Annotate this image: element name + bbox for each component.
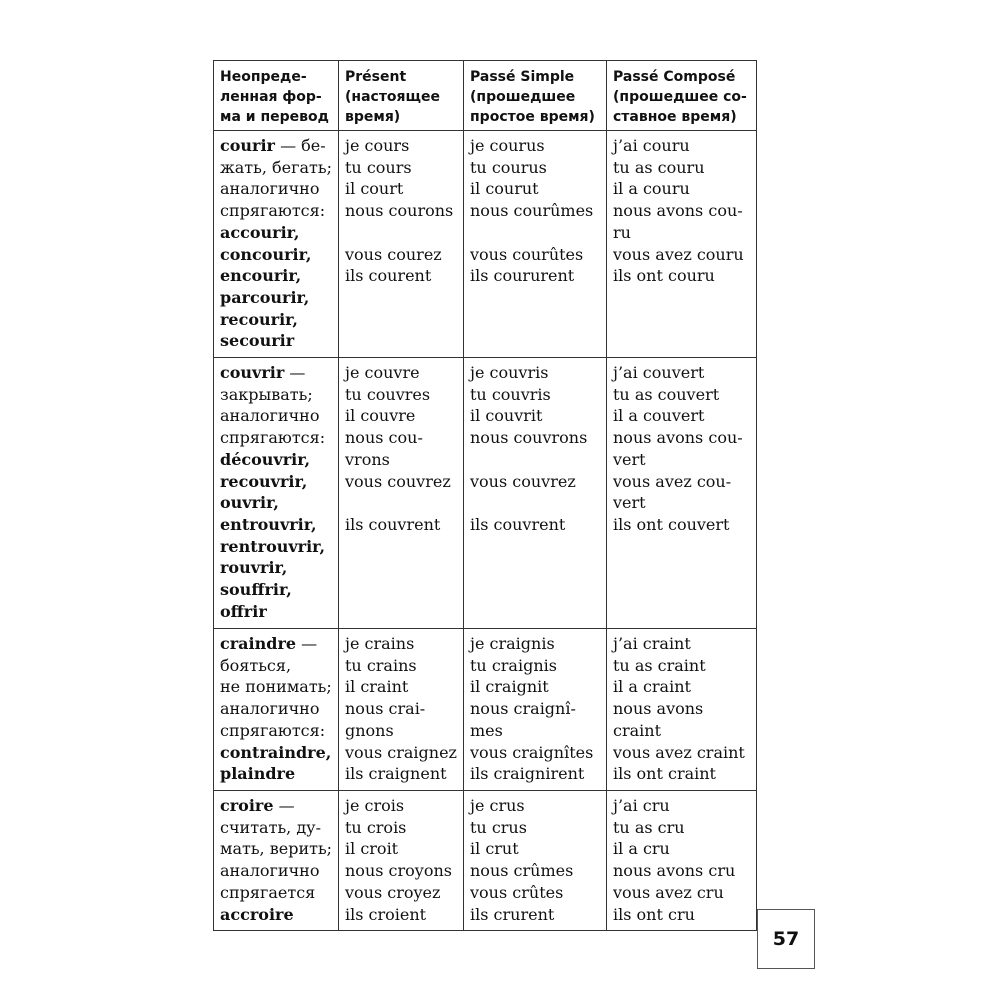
cell-line: (прошедшее со- (613, 89, 747, 105)
cell-line (470, 222, 600, 244)
passe-compose-cell (607, 358, 757, 629)
cell-line: il couvre (345, 406, 416, 426)
passe-simple-cell (464, 629, 607, 791)
verb-text: concourir, (220, 244, 312, 264)
table-row (214, 791, 757, 931)
cell-line: Passé Composé (613, 69, 736, 85)
cell-line: je cours (345, 136, 410, 155)
verb-text: entrouvrir, (220, 514, 317, 534)
cell-line: nous crai- (345, 699, 426, 719)
cell-line: vous croyez (345, 882, 441, 902)
cell-line: il crut (470, 839, 519, 859)
present-cell (339, 131, 464, 358)
infinitive-cell (214, 358, 339, 629)
verb-text: courir (220, 136, 275, 155)
infinitive-line (220, 384, 332, 406)
infinitive-line (220, 449, 332, 471)
verb-text: découvrir, (220, 449, 311, 469)
translation-text: закрывать; (220, 384, 313, 404)
infinitive-line (220, 222, 332, 244)
cell-line: nous courûmes (470, 201, 594, 221)
infinitive-line (220, 838, 332, 860)
cell-line: il a cru (613, 839, 670, 859)
cell-line: (прошедшее (470, 89, 576, 105)
verb-text: plaindre (220, 764, 296, 784)
translation-text: — бе- (274, 136, 326, 155)
translation-text: спрягаются: (220, 428, 326, 448)
verb-text: croire (220, 796, 274, 815)
cell-line: je crus (470, 796, 525, 815)
infinitive-line (220, 265, 332, 287)
passe-compose-cell (607, 629, 757, 791)
infinitive-line (220, 244, 332, 266)
cell-line: vrons (345, 449, 390, 469)
verb-text: offrir (220, 601, 267, 621)
cell-line: tu courus (470, 157, 547, 177)
cell-line: ils craignent (345, 764, 447, 784)
infinitive-line (220, 135, 332, 157)
cell-line: j’ai craint (613, 634, 691, 653)
translation-text: жать, бегать; (220, 157, 332, 177)
infinitive-line (220, 405, 332, 427)
cell-line: vous couvrez (345, 471, 451, 491)
infinitive-line (220, 698, 332, 720)
cell-line: mes (470, 720, 503, 740)
translation-text: мать, верить; (220, 839, 333, 859)
table-row (214, 629, 757, 791)
verb-text: secourir (220, 331, 295, 351)
translation-text: считать, ду- (220, 817, 321, 837)
cell-line: tu as craint (613, 655, 706, 675)
infinitive-line (220, 178, 332, 200)
infinitive-line (220, 330, 332, 352)
present-cell (339, 629, 464, 791)
verb-text: accourir, (220, 222, 300, 242)
infinitive-line (220, 601, 332, 623)
translation-text: аналогично (220, 179, 320, 199)
present-cell (339, 791, 464, 931)
cell-line: tu as couru (613, 157, 705, 177)
table-row (214, 358, 757, 629)
cell-line: il craignit (470, 677, 549, 697)
infinitive-line (220, 427, 332, 449)
infinitive-line (220, 309, 332, 331)
verb-text: rouvrir, (220, 558, 288, 578)
cell-line: ленная фор- (220, 89, 322, 105)
cell-line: ils couvrent (345, 514, 441, 534)
cell-line: Неопреде- (220, 69, 307, 85)
passe-simple-cell (464, 131, 607, 358)
translation-text: аналогично (220, 699, 320, 719)
infinitive-line (220, 817, 332, 839)
passe-simple-cell (464, 791, 607, 931)
present-cell (339, 358, 464, 629)
translation-text: — (296, 634, 318, 653)
cell-line: ils craignirent (470, 764, 585, 784)
cell-line: vous couvrez (470, 471, 576, 491)
cell-line: ils crurent (470, 904, 555, 924)
infinitive-line (220, 579, 332, 601)
cell-line: il court (345, 179, 404, 199)
cell-line: nous avons cou- (613, 201, 743, 221)
passe-simple-cell (464, 358, 607, 629)
verb-text: accroire (220, 904, 294, 924)
infinitive-line (220, 904, 332, 926)
infinitive-line (220, 882, 332, 904)
infinitive-line (220, 860, 332, 882)
cell-line: ставное время) (613, 109, 737, 125)
cell-line: ils couvrent (470, 514, 566, 534)
translation-text: аналогично (220, 406, 320, 426)
cell-line: vous avez cru (613, 882, 724, 902)
cell-line: Présent (345, 69, 407, 85)
infinitive-line (220, 471, 332, 493)
infinitive-line (220, 655, 332, 677)
translation-text: аналогично (220, 861, 320, 881)
header-present (339, 61, 464, 131)
cell-line: ils ont couru (613, 266, 715, 286)
cell-line: il a couvert (613, 406, 705, 426)
infinitive-line (220, 633, 332, 655)
translation-text: — (284, 363, 306, 382)
translation-text: спрягается (220, 882, 316, 902)
cell-line: j’ai cru (613, 796, 670, 815)
cell-line: ils ont cru (613, 904, 695, 924)
cell-line: ils croient (345, 904, 427, 924)
verb-text: contraindre, (220, 742, 332, 762)
cell-line (345, 492, 457, 514)
cell-line: je crains (345, 634, 415, 653)
cell-line: il courut (470, 179, 539, 199)
header-infinitive (214, 61, 339, 131)
cell-line: je couvris (470, 363, 549, 382)
cell-line: tu crus (470, 817, 527, 837)
cell-line: vous crûtes (470, 882, 564, 902)
cell-line: время) (345, 109, 401, 125)
cell-line: ils coururent (470, 266, 575, 286)
cell-line: je couvre (345, 363, 420, 382)
cell-line (470, 449, 600, 471)
cell-line: nous avons cru (613, 861, 736, 881)
infinitive-cell (214, 791, 339, 931)
cell-line: tu couvres (345, 384, 431, 404)
cell-line: tu as couvert (613, 384, 720, 404)
cell-line: vert (613, 493, 646, 513)
verb-text: parcourir, (220, 287, 310, 307)
cell-line: craint (613, 720, 661, 740)
translation-text: спрягаются: (220, 201, 326, 221)
cell-line: ils ont couvert (613, 514, 730, 534)
translation-text: не понимать; (220, 677, 332, 697)
infinitive-line (220, 200, 332, 222)
header-row (214, 61, 757, 131)
cell-line: tu cours (345, 157, 412, 177)
cell-line: vous avez cou- (613, 471, 732, 491)
cell-line: tu as cru (613, 817, 685, 837)
translation-text: спрягаются: (220, 720, 326, 740)
cell-line: tu couvris (470, 384, 551, 404)
cell-line: ма и перевод (220, 109, 329, 125)
infinitive-line (220, 514, 332, 536)
page-number: 57 (757, 909, 815, 969)
infinitive-line (220, 362, 332, 384)
cell-line: ils courent (345, 266, 432, 286)
cell-line: tu crains (345, 655, 417, 675)
verb-text: craindre (220, 634, 297, 653)
cell-line: nous cou- (345, 428, 423, 448)
cell-line: (настоящее (345, 89, 441, 105)
cell-line: nous croyons (345, 861, 452, 881)
passe-compose-cell (607, 131, 757, 358)
cell-line: Passé Simple (470, 69, 575, 85)
cell-line: tu crois (345, 817, 407, 837)
cell-line: nous avons (613, 699, 704, 719)
cell-line (345, 222, 457, 244)
cell-line: gnons (345, 720, 394, 740)
verb-text: encourir, (220, 266, 302, 286)
cell-line: nous craignî- (470, 699, 576, 719)
cell-line: простое время) (470, 109, 595, 125)
cell-line: tu craignis (470, 655, 557, 675)
infinitive-line (220, 557, 332, 579)
verb-text: recouvrir, (220, 471, 308, 491)
table-row (214, 131, 757, 358)
cell-line: j’ai couvert (613, 363, 705, 382)
verb-text: ouvrir, (220, 493, 279, 513)
infinitive-cell (214, 629, 339, 791)
passe-compose-cell (607, 791, 757, 931)
cell-line: vous avez craint (613, 742, 745, 762)
cell-line: il a craint (613, 677, 691, 697)
verb-text: recourir, (220, 309, 298, 329)
cell-line: il croit (345, 839, 399, 859)
verb-text: couvrir (220, 363, 285, 382)
infinitive-line (220, 287, 332, 309)
cell-line: nous courons (345, 201, 454, 221)
cell-line: il craint (345, 677, 409, 697)
cell-line: vous courûtes (470, 244, 584, 264)
cell-line: j’ai couru (613, 136, 690, 155)
cell-line: ru (613, 222, 631, 242)
conjugation-table (213, 60, 757, 931)
cell-line (470, 492, 600, 514)
cell-line: vous craignîtes (470, 742, 594, 762)
cell-line: il couvrit (470, 406, 543, 426)
header-passe-simple (464, 61, 607, 131)
infinitive-line (220, 676, 332, 698)
cell-line: nous crûmes (470, 861, 574, 881)
infinitive-line (220, 157, 332, 179)
infinitive-line (220, 742, 332, 764)
verb-text: rentrouvrir, (220, 536, 326, 556)
cell-line: vert (613, 449, 646, 469)
cell-line: nous avons cou- (613, 428, 743, 448)
infinitive-line (220, 492, 332, 514)
translation-text: — (273, 796, 295, 815)
cell-line: ils ont craint (613, 764, 716, 784)
infinitive-line (220, 720, 332, 742)
cell-line: je crois (345, 796, 405, 815)
cell-line: je courus (470, 136, 545, 155)
infinitive-cell (214, 131, 339, 358)
verb-text: souffrir, (220, 580, 292, 600)
cell-line: vous courez (345, 244, 442, 264)
header-passe-compose (607, 61, 757, 131)
cell-line: vous craignez (345, 742, 457, 762)
cell-line: il a couru (613, 179, 690, 199)
translation-text: бояться, (220, 655, 292, 675)
cell-line: vous avez couru (613, 244, 744, 264)
cell-line: nous couvrons (470, 428, 588, 448)
infinitive-line (220, 795, 332, 817)
infinitive-line (220, 536, 332, 558)
infinitive-line (220, 763, 332, 785)
cell-line: je craignis (470, 634, 555, 653)
